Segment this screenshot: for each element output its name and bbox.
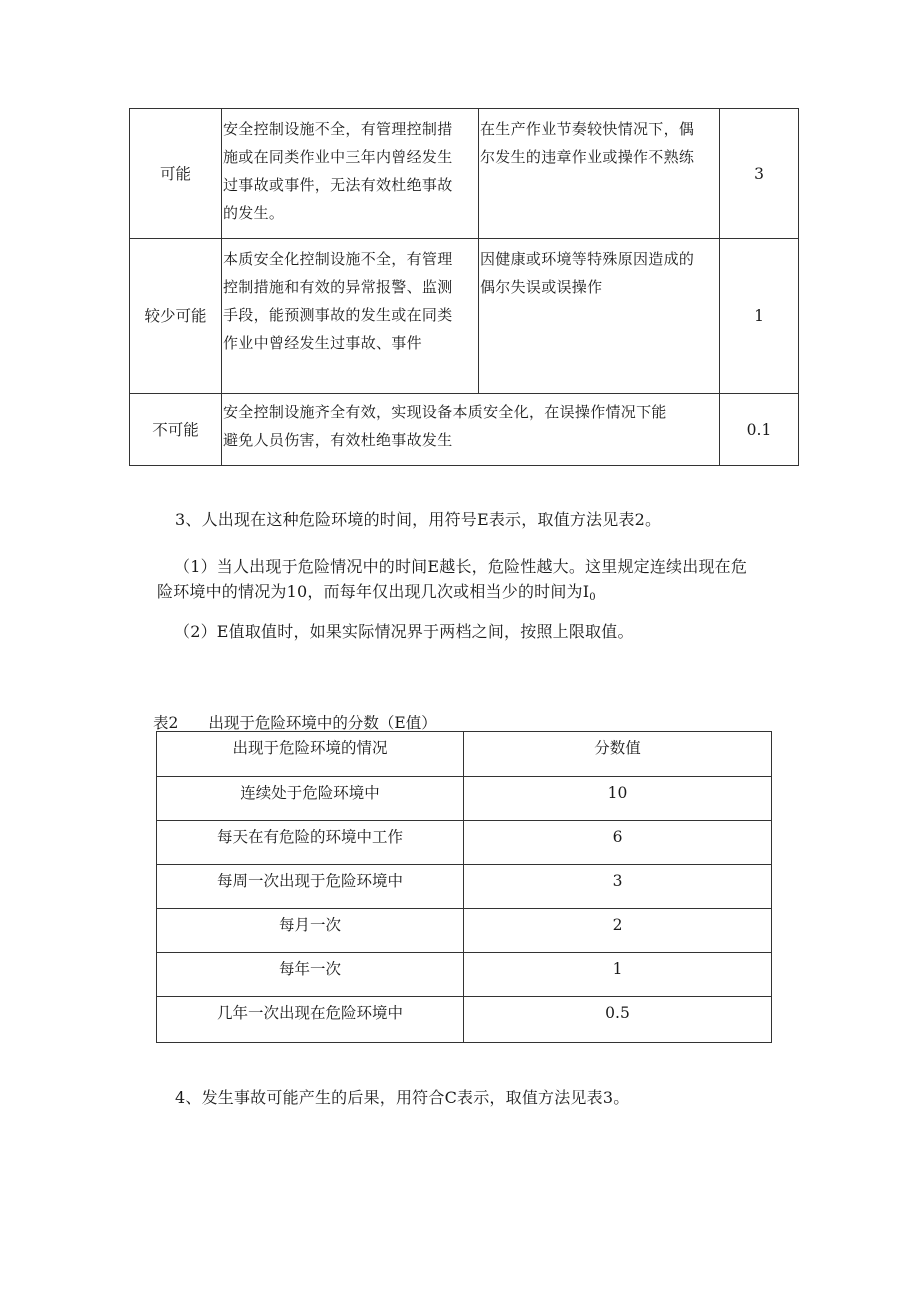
table-row bbox=[130, 394, 799, 466]
header-cell: 分数值 bbox=[464, 732, 772, 777]
cell-line: 因健康或环境等特殊原因造成的 bbox=[480, 250, 695, 268]
cell-line: 安全控制设施齐全有效，实现设备本质安全化，在误操作情况下能 bbox=[223, 403, 667, 421]
score-cell: 1 bbox=[720, 239, 799, 394]
score-cell: 0.1 bbox=[720, 394, 799, 466]
score-cell: 3 bbox=[464, 865, 772, 909]
table2-caption bbox=[153, 711, 437, 733]
cell-line: 控制措施和有效的异常报警、监测 bbox=[223, 278, 453, 296]
paragraph-exposure-rule-1-line1: （1）当人出现于危险情况中的时间E越长，危险性越大。这里规定连续出现在危 bbox=[174, 557, 748, 576]
score-cell: 1 bbox=[464, 953, 772, 997]
paragraph-exposure-rule-2: （2）E值取值时，如果实际情况界于两档之间，按照上限取值。 bbox=[174, 622, 634, 641]
score-cell: 6 bbox=[464, 821, 772, 865]
paragraph-consequence: 4、发生事故可能产生的后果，用符合C表示，取值方法见表3。 bbox=[175, 1088, 630, 1107]
caption-title: 出现于危险环境中的分数（E值） bbox=[208, 714, 437, 732]
level-cell: 可能 bbox=[130, 109, 222, 239]
caption-label: 表2 bbox=[153, 714, 179, 732]
header-cell: 出现于危险环境的情况 bbox=[157, 732, 464, 777]
level-cell: 较少可能 bbox=[130, 239, 222, 394]
cell-line: 作业中曾经发生过事故、事件 bbox=[223, 334, 422, 352]
situation-cell: 连续处于危险环境中 bbox=[157, 777, 464, 821]
probability-table bbox=[129, 108, 799, 466]
situation-cell: 每周一次出现于危险环境中 bbox=[157, 865, 464, 909]
cell-line: 在生产作业节奏较快情况下，偶 bbox=[480, 120, 695, 138]
table-row bbox=[157, 909, 772, 953]
cell-line: 过事故或事件，无法有效杜绝事故 bbox=[223, 176, 453, 194]
situation-cell: 每天在有危险的环境中工作 bbox=[157, 821, 464, 865]
management-cell bbox=[222, 239, 479, 394]
table-row bbox=[157, 997, 772, 1043]
situation-cell: 几年一次出现在危险环境中 bbox=[157, 997, 464, 1043]
situation-cell: 每年一次 bbox=[157, 953, 464, 997]
table-row bbox=[130, 239, 799, 394]
table-row bbox=[157, 777, 772, 821]
exposure-score-table bbox=[156, 731, 772, 1043]
table-row bbox=[157, 865, 772, 909]
table-row bbox=[157, 821, 772, 865]
score-cell: 0.5 bbox=[464, 997, 772, 1043]
merged-description-cell bbox=[222, 394, 720, 466]
cell-line: 尔发生的违章作业或操作不熟练 bbox=[480, 148, 695, 166]
score-cell: 2 bbox=[464, 909, 772, 953]
situation-cell: 每月一次 bbox=[157, 909, 464, 953]
cell-line: 的发生。 bbox=[223, 204, 285, 222]
table-row bbox=[130, 109, 799, 239]
table-header-row bbox=[157, 732, 772, 777]
management-cell bbox=[222, 109, 479, 239]
cell-line: 偶尔失误或误操作 bbox=[480, 278, 603, 296]
human-factor-cell bbox=[479, 109, 720, 239]
cell-line: 本质安全化控制设施不全，有管理 bbox=[223, 250, 453, 268]
table-row bbox=[157, 953, 772, 997]
level-cell: 不可能 bbox=[130, 394, 222, 466]
cell-line: 手段，能预测事故的发生或在同类 bbox=[223, 306, 453, 324]
cell-line: 施或在同类作业中三年内曾经发生 bbox=[223, 148, 453, 166]
human-factor-cell bbox=[479, 239, 720, 394]
paragraph-exposure-time: 3、人出现在这种危险环境的时间，用符号E表示，取值方法见表2。 bbox=[175, 510, 662, 529]
cell-line: 避免人员伤害，有效杜绝事故发生 bbox=[223, 431, 453, 449]
score-cell: 10 bbox=[464, 777, 772, 821]
paragraph-exposure-rule-1-line2 bbox=[157, 582, 596, 602]
subscript: 0 bbox=[589, 592, 596, 603]
score-cell: 3 bbox=[720, 109, 799, 239]
line-text: 险环境中的情况为10，而每年仅出现几次或相当少的时间为I bbox=[157, 582, 590, 601]
cell-line: 安全控制设施不全，有管理控制措 bbox=[223, 120, 453, 138]
